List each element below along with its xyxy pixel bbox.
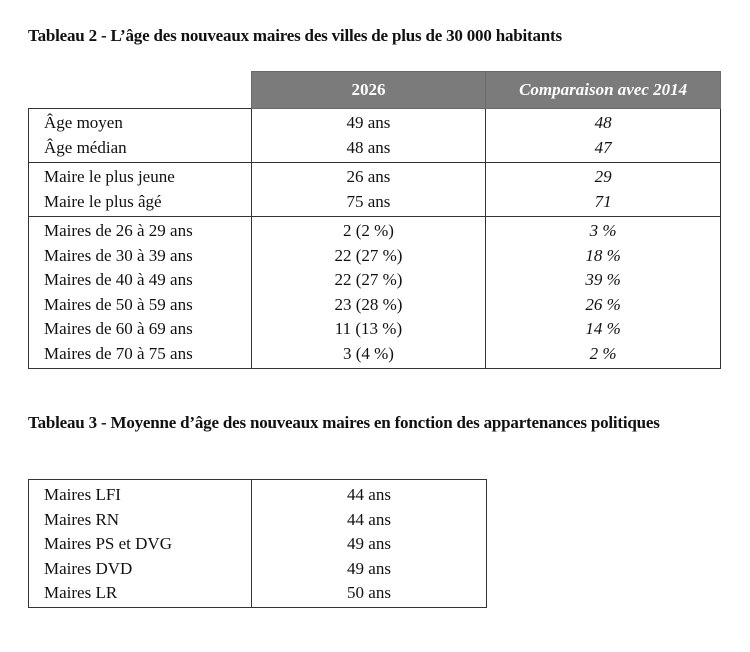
- row-label: Âge moyen: [29, 109, 252, 136]
- row-label: Maires de 70 à 75 ans: [29, 342, 252, 369]
- row-value-2026: 75 ans: [251, 190, 486, 217]
- row-value: 50 ans: [252, 581, 487, 607]
- table-row: [29, 136, 721, 163]
- table-row: [29, 532, 487, 557]
- row-label: Maires PS et DVG: [29, 532, 252, 557]
- table-row: [29, 109, 721, 136]
- row-value-2026: 3 (4 %): [251, 342, 486, 369]
- table-row: [29, 317, 721, 342]
- row-value: 49 ans: [252, 557, 487, 582]
- table-row: [29, 508, 487, 533]
- row-value-2014: 2 %: [486, 342, 721, 369]
- row-value-2014: 29: [486, 163, 721, 190]
- table-row: [29, 268, 721, 293]
- header-2026: 2026: [251, 72, 486, 109]
- row-value-2014: 48: [486, 109, 721, 136]
- age-table: [28, 71, 721, 369]
- header-blank-cell: [29, 72, 252, 109]
- row-value-2026: 22 (27 %): [251, 268, 486, 293]
- table-row: [29, 557, 487, 582]
- table2-caption: Tableau 2 - L’âge des nouveaux maires des villes de plus de 30 000 habitants: [28, 26, 562, 45]
- row-label: Âge médian: [29, 136, 252, 163]
- age-table-header-row: [29, 72, 721, 109]
- row-label: Maires de 60 à 69 ans: [29, 317, 252, 342]
- header-comparison-2014: Comparaison avec 2014: [486, 72, 721, 109]
- row-value: 49 ans: [252, 532, 487, 557]
- row-value-2014: 14 %: [486, 317, 721, 342]
- table-row: [29, 581, 487, 607]
- table-row: [29, 480, 487, 508]
- row-value-2026: 11 (13 %): [251, 317, 486, 342]
- table-row: [29, 190, 721, 217]
- table-row: [29, 163, 721, 190]
- row-label: Maires de 30 à 39 ans: [29, 244, 252, 269]
- row-value-2014: 47: [486, 136, 721, 163]
- table-row: [29, 342, 721, 369]
- row-value-2026: 26 ans: [251, 163, 486, 190]
- row-value-2026: 2 (2 %): [251, 217, 486, 244]
- row-value: 44 ans: [252, 508, 487, 533]
- row-label: Maire le plus âgé: [29, 190, 252, 217]
- row-value-2026: 49 ans: [251, 109, 486, 136]
- row-label: Maires de 26 à 29 ans: [29, 217, 252, 244]
- row-value-2026: 48 ans: [251, 136, 486, 163]
- table3-caption: Tableau 3 - Moyenne d’âge des nouveaux maires en fonction des appartenances politiques: [28, 413, 660, 432]
- row-label: Maire le plus jeune: [29, 163, 252, 190]
- table-row: [29, 244, 721, 269]
- table-row: [29, 217, 721, 244]
- row-value-2014: 26 %: [486, 293, 721, 318]
- political-age-table: [28, 479, 487, 608]
- row-value-2014: 3 %: [486, 217, 721, 244]
- row-label: Maires de 40 à 49 ans: [29, 268, 252, 293]
- table-row: [29, 293, 721, 318]
- row-label: Maires LR: [29, 581, 252, 607]
- row-value-2014: 39 %: [486, 268, 721, 293]
- row-label: Maires de 50 à 59 ans: [29, 293, 252, 318]
- row-value-2014: 18 %: [486, 244, 721, 269]
- row-label: Maires RN: [29, 508, 252, 533]
- row-value: 44 ans: [252, 480, 487, 508]
- row-label: Maires DVD: [29, 557, 252, 582]
- row-value-2026: 23 (28 %): [251, 293, 486, 318]
- row-value-2026: 22 (27 %): [251, 244, 486, 269]
- row-value-2014: 71: [486, 190, 721, 217]
- row-label: Maires LFI: [29, 480, 252, 508]
